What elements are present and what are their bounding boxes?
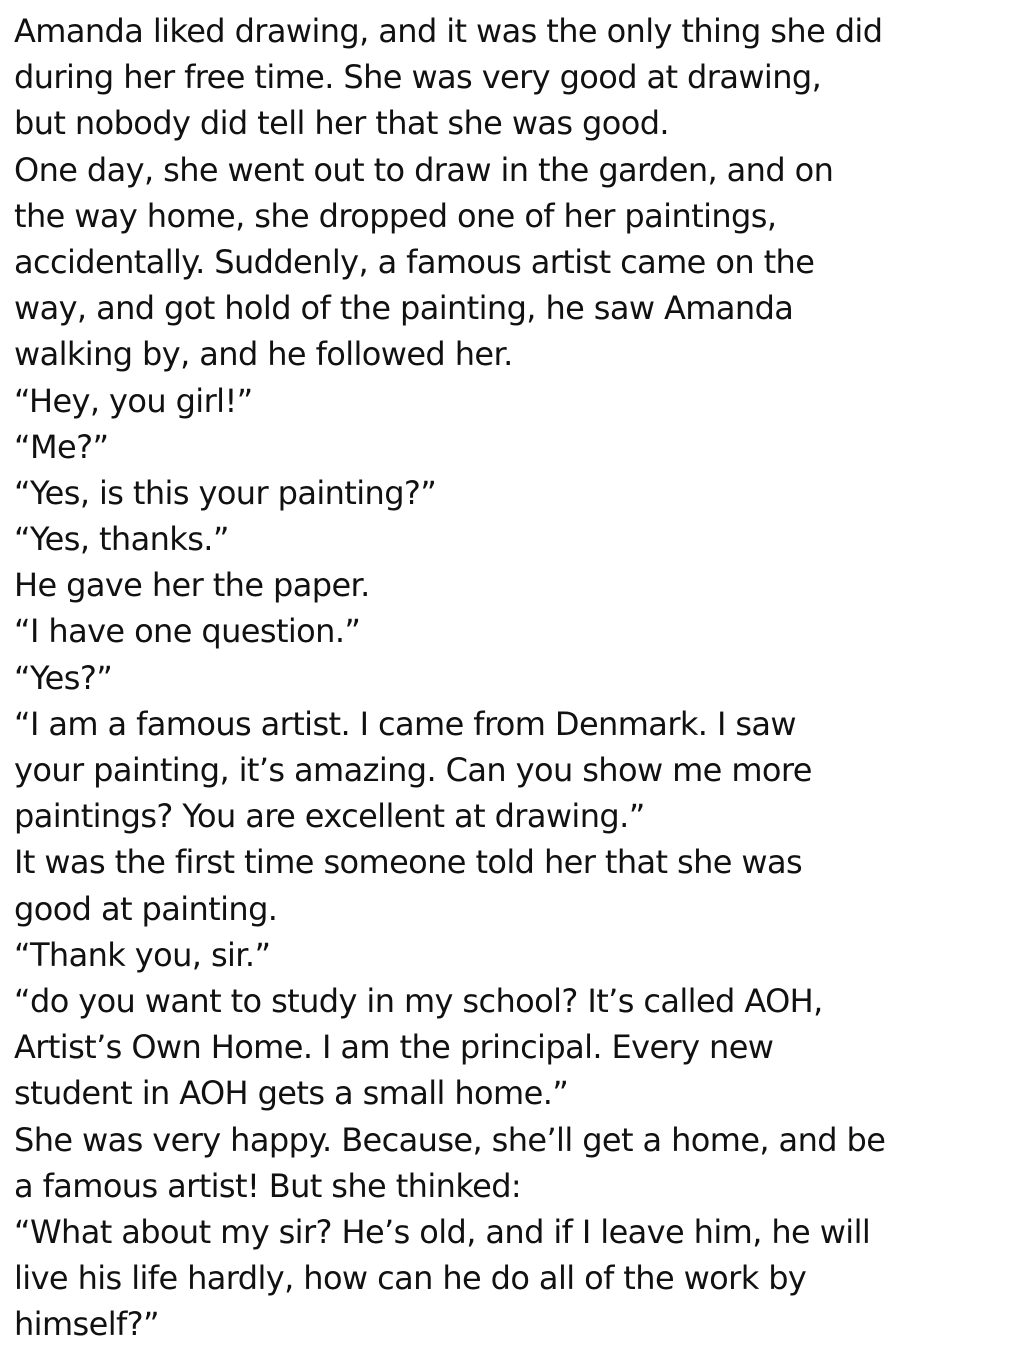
dialogue-line: “do you want to study in my school? It’s called AOH,	[14, 981, 823, 1020]
dialogue-line: himself?”	[14, 1305, 160, 1344]
dialogue-line: “Yes, is this your painting?”	[14, 473, 437, 512]
story-line: He gave her the paper.	[14, 566, 370, 605]
dialogue-line: “I have one question.”	[14, 612, 361, 651]
story-line: walking by, and he followed her.	[14, 335, 513, 374]
story-line: One day, she went out to draw in the garden, and on	[14, 150, 834, 189]
story-text	[14, 8, 1014, 1347]
dialogue-line: Artist’s Own Home. I am the principal. Every new	[14, 1028, 774, 1067]
story-line: but nobody did tell her that she was good.	[14, 104, 670, 143]
dialogue-line: “Yes?”	[14, 658, 113, 697]
dialogue-line: “Yes, thanks.”	[14, 520, 229, 559]
story-line: way, and got hold of the painting, he saw Amanda	[14, 289, 794, 328]
story-line: accidentally. Suddenly, a famous artist came on the	[14, 242, 815, 281]
dialogue-line: “Hey, you girl!”	[14, 381, 253, 420]
dialogue-line: “What about my sir? He’s old, and if I leave him, he will	[14, 1212, 871, 1251]
dialogue-line: “Me?”	[14, 427, 109, 466]
dialogue-line: your painting, it’s amazing. Can you show me more	[14, 751, 812, 789]
dialogue-line: “Thank you, sir.”	[14, 935, 271, 974]
story-line: a famous artist! But she thinked:	[14, 1166, 522, 1205]
dialogue-line: student in AOH gets a small home.”	[14, 1074, 569, 1113]
story-line: during her free time. She was very good at drawing,	[14, 58, 822, 97]
story-line: She was very happy. Because, she’ll get a home, and be	[14, 1120, 886, 1159]
story-line: good at painting.	[14, 889, 278, 928]
story-line: It was the first time someone told her that she was	[14, 843, 803, 882]
story-line: Amanda liked drawing, and it was the only thing she did	[14, 12, 883, 50]
story-line: the way home, she dropped one of her paintings,	[14, 196, 777, 235]
dialogue-line: paintings? You are excellent at drawing.”	[14, 797, 645, 836]
dialogue-line: “I am a famous artist. I came from Denmark. I saw	[14, 704, 797, 743]
dialogue-line: live his life hardly, how can he do all of the work by	[14, 1259, 807, 1298]
